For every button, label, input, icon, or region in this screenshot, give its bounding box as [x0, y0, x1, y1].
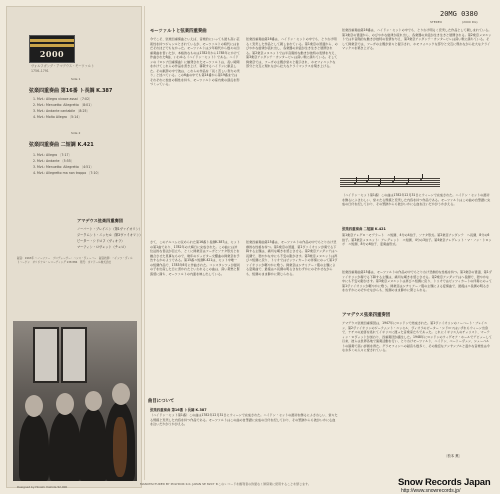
person-head	[112, 383, 130, 405]
work-2-movement: 2. Mvt.: Andante 〔5:55〕	[33, 159, 74, 163]
article-column-2: 弦楽四重奏曲第16番は、ハイドン・セットの中でも、とりわけ明るく充実した作品として親しまれている。第1楽章の冒頭から、のびやかな旋律が流れ出し、各楽器の対話が生き生きと展開される。第2楽章メヌエットでは半音階的な動きが独特の表情を与え、第3楽章アンダンテ・カンタービレは深い歌に満ちている。そして終楽章では、フーガの主題が堂々と提示され、ホモフォニックな部分と交互に現れながら壮大なクライマックスを築き上げる。	[246, 37, 338, 69]
work-1-movement: 4. Mvt.: Molto Allegro 〔5:14〕	[33, 115, 82, 119]
work-1-movement: 2. Mvt.: Menuetto: Allegretto 〔8:01〕	[33, 103, 94, 107]
article-column-3: 弦楽四重奏曲第16番は、ハイドン・セットの中でも、とりわけ明るく充実した作品として親しまれている。第1楽章の冒頭から、のびやかな旋律が流れ出し、各楽器の対話が生き生きと展開される。第2楽章メヌエットでは半音階的な動きが独特の表情を与え、第3楽章アンダンテ・カンタービレは深い歌に満ちている。そして終楽章では、フーガの主題が堂々と提示され、ホモフォニックな部分と交互に現れながら壮大なクライマックスを築き上げる。	[342, 28, 492, 51]
person-silhouette	[19, 413, 49, 481]
window-shape	[61, 327, 87, 383]
work-intro: （ハイドン・セット第1番）この曲は1782年12月31日にウィーンで完成された。ハイドン・セットの最初を飾るにふさわしい、堂々たる規模と充実した内容を持つ作品である。モーツァルトはこの曲の自筆譜に完成の日付を記しており、その筆跡からも彼がいかに心血を注いだかがうかがえる。	[342, 193, 491, 207]
person-head	[85, 391, 102, 411]
article-column-1: 今でこそ、弦楽四重奏曲といえば、音楽的にいっても最も高い芸術性を持つジャンルとされているが、モーツァルトの時代にはまだそれほどでもなかった。モーツァルトは少年時代から数々の四重奏曲を書いたが、本格的なものは1782年から1785年にかけて作曲された6曲、いわゆる《ハイドン・セット》である。ハイドンの《ロシア四重奏曲》に触発されたモーツァルトは、長い時間をかけてこれらの作品を書き上げ、尊敬するハイドンに献呈した。その献辞の中で彼は、これらの作品を「長く苦しい努力の実り」と述べている。この6曲の中でも第14番から第19番まではそれぞれに独自の個性を持ち、モーツァルトの室内楽の頂点を形づくっている。	[150, 37, 240, 87]
author-signature: 〔松本 薫〕	[444, 454, 463, 458]
ensemble-section-title: アマデウス弦楽四重奏団	[342, 313, 391, 318]
work-2-movement: 4. Mvt.: Allegretto ma non troppo 〔7:10〕	[33, 171, 101, 175]
column-gutter	[144, 6, 145, 480]
stereo-label: STEREO	[430, 20, 442, 24]
work-1-title: 弦楽四重奏曲 第16番 ト長調 K.387	[29, 88, 113, 94]
work-2-movement: 3. Mvt.: Menuetto: Allegretto 〔4:51〕	[33, 165, 94, 169]
ensemble-member: ジークムント・ニッセル（第2ヴァイオリン）	[77, 233, 143, 237]
music-score-excerpt	[340, 176, 440, 190]
store-watermark: Snow Records Japan	[398, 477, 491, 488]
ensemble-member: ノーバート・ブレイニン（第1ヴァイオリン）	[77, 227, 142, 231]
work-2-title: 弦楽四重奏曲 二短調 K.421	[29, 142, 94, 148]
work-2-notes: 第1楽章アレグロ・モデラート ニ短調、4分の4拍子、ソナタ形式。第2楽章アンダンテ ヘ長調、8分の6拍子。第3楽章メヌエット：アレグレット ニ短調、4分の3拍子。第4楽章アレグレット・マ・ノン・トロッポ ニ短調、8分の6拍子、変奏曲形式。	[342, 233, 492, 247]
person-head	[56, 393, 74, 415]
article-title: モーツァルトと弦楽四重奏曲	[150, 29, 207, 34]
series-logo	[29, 35, 75, 63]
ensemble-member: ピーター・シドロフ（ヴィオラ）	[77, 239, 125, 243]
logo-stripe	[30, 44, 74, 47]
recording-credits: 録音：1963年 ハノーファー プロデューサー：ハンス・ヴェーバー 録音技師：ハインツ・ヴィルトハーゲン オリジナル・レコーディング 138 886 発売：ポリドール株式会社	[17, 257, 133, 264]
work-subtitle: 弦楽四重奏曲 第16番 ト長調 K.387	[150, 408, 207, 412]
work-notes: （ハイドン・セット第1番）この曲は1782年12月31日にウィーンで完成された。ハイドン・セットの最初を飾るにふさわしい、堂々たる規模と充実した内容を持つ作品である。モーツァルトはこの曲の自筆譜に完成の日付を記しており、その筆跡からも彼がいかに心血を注いだかがうかがえる。	[150, 413, 338, 427]
work-1-movement: 1. Mvt.: Allegro vivace assai 〔7:02〕	[33, 97, 93, 101]
ensemble-photo	[13, 321, 137, 481]
person-silhouette	[79, 407, 107, 481]
ensemble-member: マーティン・ロヴェット（チェロ）	[77, 245, 128, 249]
store-watermark-url: http://www.snowrecords.jp/	[401, 488, 461, 494]
work-1-movement: 3. Mvt.: Andante cantabile 〔8:25〕	[33, 109, 90, 113]
section-title-works: 曲目について	[148, 399, 175, 404]
ensemble-bio: アマデウス弦楽四重奏団は、1947年にロンドンで結成された。第1ヴァイオリンのノーバート・ブレイニン、第2ヴァイオリンのジークムント・ニッセル、ヴィオラのピーター・シドロフはいずれもウィーン出身で、ナチスの迫害を逃れてイギリスに渡った音楽家たちであった。これにイギリス人のチェリスト、マーティン・ロヴェットが加わり、四重奏団が誕生した。1948年にロンドンのウィグモア・ホールでデビューして以来、彼らは世界各地で演奏活動を行い、とりわけモーツァルト、ハイドン、ベートーヴェン、シューベルトの演奏で高い評価を得た。グラモフォンへの録音も数多く、その緻密なアンサンブルと温かな音楽性は今なお多くの人々に愛されている。	[342, 321, 492, 353]
side-2-label: Side 2	[71, 131, 81, 135]
person-head	[25, 395, 43, 417]
work-2-movement: 1. Mvt.: Allegro 〔7:17〕	[33, 153, 72, 157]
person-silhouette	[49, 411, 81, 481]
work-2-subtitle: 弦楽四重奏曲 二短調 K.421	[342, 227, 386, 231]
side-1-label: Side 1	[71, 77, 81, 81]
manufacturer-footer: MANUFACTURED BY POLYDOR K.K. JAPAN SE 8207 ★このレコードを権利者の許諾なく賃貸業に使用することを禁じます。	[140, 482, 311, 486]
catalog-sub: (2000 DG)	[462, 20, 478, 24]
composer-dates: 1756–1791	[31, 69, 49, 73]
work-2-notes-b: 弦楽四重奏曲第15番は、モーツァルトの作品の中でもとりわけ悲劇的な性格を持つ。第1楽章の冒頭、第1ヴァイオリンが奏でる下降する主題は、痛切な嘆きを感じさせる。第2楽章アンダンテはヘ長調で、穏やかな中にも不安の影がさす。第3楽章メヌエットは再びニ短調に戻り、トリオではピッツィカートの伴奏にのって第1ヴァイオリンが軽やかに歌う。終楽章はシチリアーノ風の主題による変奏曲で、最後はニ長調の明るさをわずかにのぞかせながらも、短調のまま静かに閉じられる。	[342, 270, 492, 293]
logo-stripe	[30, 39, 74, 42]
composer-name: ヴォルフガング・アマデウス・モーツァルト	[31, 64, 95, 68]
logo-text: 2000	[39, 49, 65, 59]
ensemble-title: アマデウス弦楽四重奏団	[77, 218, 123, 223]
window-shape	[33, 327, 59, 383]
left-panel	[6, 6, 142, 488]
catalog-number: 20MG 0380	[440, 10, 478, 18]
article-column-2b: 弦楽四重奏曲第15番は、モーツァルトの作品の中でもとりわけ悲劇的な性格を持つ。第1楽章の冒頭、第1ヴァイオリンが奏でる下降する主題は、痛切な嘆きを感じさせる。第2楽章アンダンテはヘ長調で、穏やかな中にも不安の影がさす。第3楽章メヌエットは再びニ短調に戻り、トリオではピッツィカートの伴奏にのって第1ヴァイオリンが軽やかに歌う。終楽章はシチリアーノ風の主題による変奏曲で、最後はニ長調の明るさをわずかにのぞかせながらも、短調のまま静かに閉じられる。	[246, 240, 338, 276]
cello-shape	[113, 417, 127, 477]
article-column-1b: さて、このアルバムに収められた第16番ト長調K.387は、セットの第1曲であり、1782年の大晦日に完成された。この曲には対位法的な書法が目立ち、とくに終楽章はフーガとソナタ形式とを融合させた見事なもので、晩年のジュピター交響曲の終楽章を予告するかのようである。第15番ニ短調K.421は、セット中唯一の短調作品で、1783年6月に作曲された。コンスタンツェが最初の子を出産した日に書かれたといわれるこの曲は、深い憂愁と緊張感に満ち、モーツァルトの内面を映し出している。	[150, 240, 240, 276]
designer-credit: Designed by Hiroshi Yoshida ¥2,000	[17, 485, 68, 489]
